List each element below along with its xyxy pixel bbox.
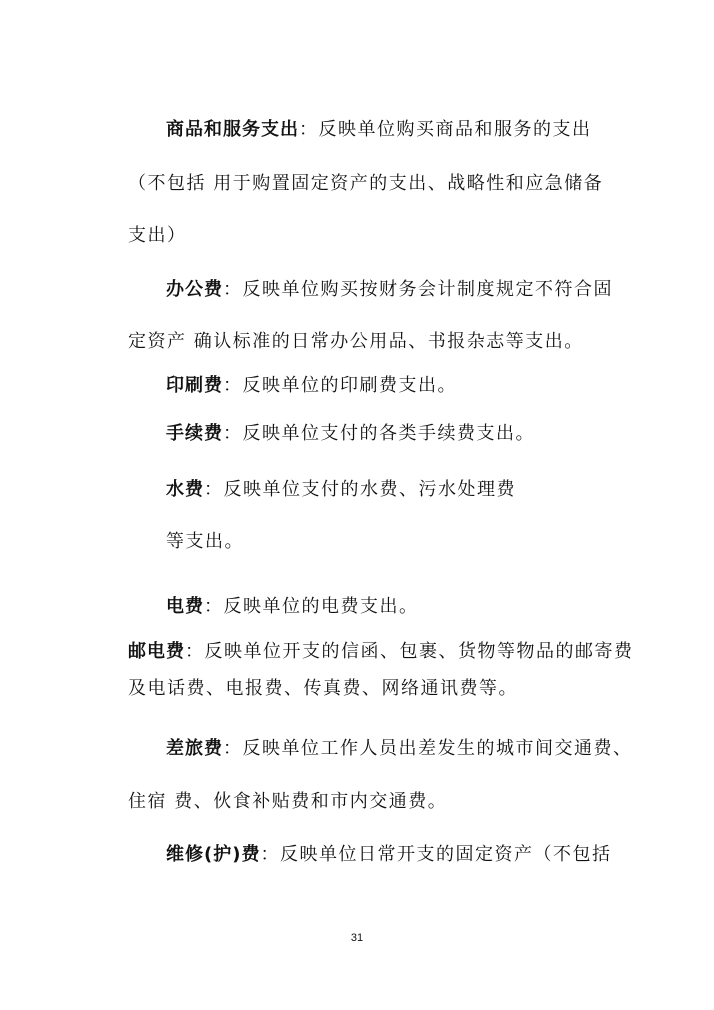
- entry-continuation: [128, 790, 447, 814]
- entry-postal-telecom: [128, 640, 634, 664]
- term-label: 办公费: [166, 279, 223, 300]
- entry-fees: [166, 422, 535, 446]
- entry-travel: [166, 737, 633, 761]
- entry-text: 反映单位工作人员出差发生的城市间交通费、: [242, 738, 633, 759]
- entry-text: 反映单位购买按财务会计制度规定不符合固: [242, 279, 613, 300]
- entry-printing: [166, 374, 457, 398]
- entry-continuation: [128, 172, 603, 196]
- term-separator: ：: [260, 844, 280, 865]
- entry-text: 反映单位的印刷费支出。: [242, 375, 457, 396]
- term-separator: ：: [185, 641, 205, 662]
- term-label: 邮电费: [128, 641, 185, 662]
- entry-goods-services: [166, 118, 592, 142]
- term-label: 电费: [166, 596, 204, 617]
- entry-text: 反映单位支付的水费、污水处理费: [223, 479, 516, 500]
- term-separator: ：: [223, 738, 243, 759]
- term-label: 维修(护)费: [166, 844, 261, 865]
- entry-text: 反映单位日常开支的固定资产（不包括: [279, 844, 612, 865]
- term-separator: ：: [204, 596, 224, 617]
- term-separator: ：: [299, 119, 319, 140]
- term-label: 水费: [166, 479, 204, 500]
- entry-text: 及电话费、电报费、传真费、网络通讯费等。: [128, 678, 518, 699]
- entry-electricity: [166, 595, 419, 619]
- term-separator: ：: [204, 479, 224, 500]
- entry-text: 反映单位购买商品和服务的支出: [318, 119, 592, 140]
- entry-text: 住宿 费、伙食补贴费和市内交通费。: [128, 791, 448, 812]
- term-label: 商品和服务支出: [166, 119, 299, 140]
- page-number: 31: [350, 932, 364, 944]
- term-separator: ：: [223, 423, 243, 444]
- entry-water: [166, 478, 516, 502]
- entry-text: 反映单位的电费支出。: [223, 596, 419, 617]
- entry-continuation: [166, 530, 244, 554]
- term-label: 差旅费: [166, 738, 223, 759]
- entry-office-expenses: [166, 278, 613, 302]
- entry-text: 等支出。: [166, 531, 244, 552]
- term-separator: ：: [223, 279, 243, 300]
- entry-maintenance: [166, 843, 611, 867]
- entry-continuation: [128, 224, 187, 248]
- entry-text: 定资产 确认标准的日常办公用品、书报杂志等支出。: [128, 331, 584, 352]
- entry-continuation: [128, 330, 584, 354]
- term-separator: ：: [223, 375, 243, 396]
- entry-continuation: [128, 677, 518, 701]
- entry-text: （不包括 用于购置固定资产的支出、战略性和应急储备: [128, 173, 604, 194]
- entry-text: 反映单位支付的各类手续费支出。: [242, 423, 535, 444]
- entry-text: 反映单位开支的信函、包裹、货物等物品的邮寄费: [204, 641, 634, 662]
- entry-text: 支出）: [128, 225, 187, 246]
- term-label: 手续费: [166, 423, 223, 444]
- term-label: 印刷费: [166, 375, 223, 396]
